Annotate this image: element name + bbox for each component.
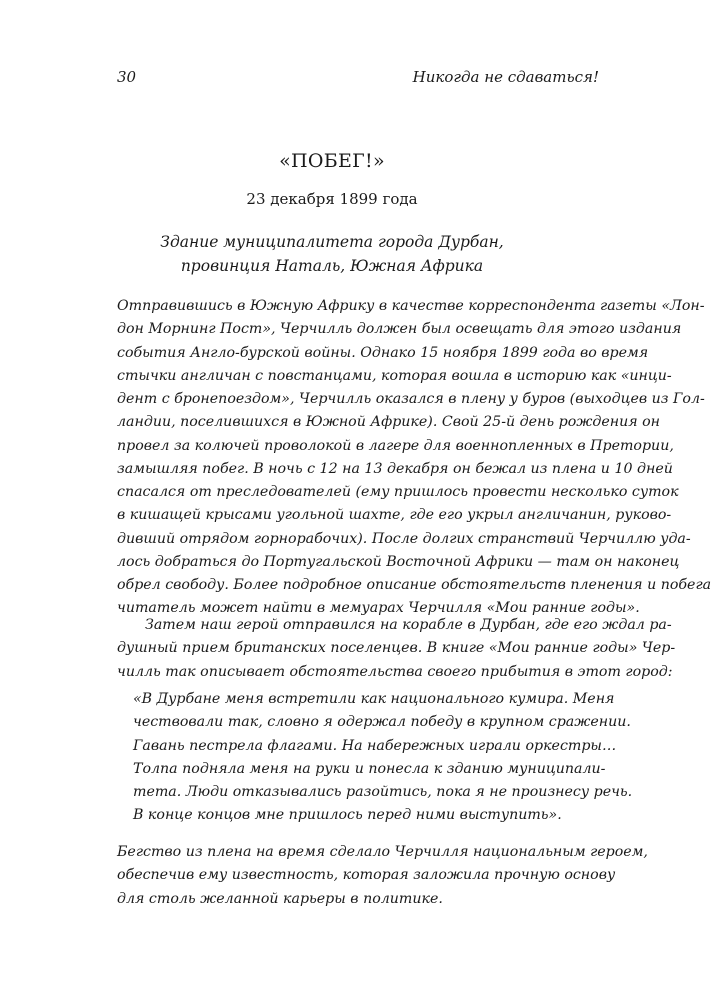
running-title: Никогда не сдаваться! <box>412 68 599 86</box>
quote-line: тета. Люди отказывались разойтись, пока я не произнесу речь. <box>133 784 633 800</box>
text-line: Бегство из плена на время сделало Черчилля национальным героем, <box>117 844 648 860</box>
text-line: лось добраться до Португальской Восточной Африки — там он наконец <box>117 553 680 570</box>
text-line: спасался от преследователей (ему пришлось провести несколько суток <box>117 484 679 500</box>
text-line: чилль так описывает обстоятельства своего прибытия в этот город: <box>117 663 673 680</box>
page-number: 30 <box>117 68 137 86</box>
text-line: Затем наш герой отправился на корабле в Дурбан, где его ждал ра- <box>145 617 672 633</box>
quote-line: Толпа подняла меня на руки и понесла к зданию муниципали- <box>133 760 606 777</box>
chapter-location <box>0 230 664 278</box>
text-line: замышляя побег. В ночь с 12 на 13 декабря он бежал из плена и 10 дней <box>117 460 673 477</box>
location-line: провинция Наталь, Южная Африка <box>180 257 484 275</box>
chapter-date: 23 декабря 1899 года <box>246 190 418 208</box>
text-line: в кишащей крысами угольной шахте, где его укрыл англичанин, руково- <box>117 507 672 524</box>
quote-line: В конце концов мне пришлось перед ними выступить». <box>133 807 562 824</box>
text-line: душный прием британских поселенцев. В книге «Мои ранние годы» Чер- <box>117 640 676 657</box>
text-line: стычки англичан с повстанцами, которая вошла в историю как «инци- <box>117 367 672 384</box>
body-paragraph <box>117 614 676 684</box>
text-line: для столь желанной карьеры в политике. <box>117 890 443 907</box>
quote-line: Гавань пестрела флагами. На набережных играли оркестры… <box>133 737 617 754</box>
text-line: Отправившись в Южную Африку в качестве корреспондента газеты «Лон- <box>117 298 705 314</box>
text-line: дент с бронепоездом», Черчилль оказался в плену у буров (выходцев из Гол- <box>117 391 705 407</box>
quote-line: чествовали так, словно я одержал победу в крупном сражении. <box>133 714 631 731</box>
text-line: обрел свободу. Более подробное описание обстоятельств пленения и побега <box>117 577 711 593</box>
location-line: Здание муниципалитета города Дурбан, <box>160 233 504 251</box>
text-line: дивший отрядом горнорабочих). После долгих странствий Черчиллю уда- <box>117 530 691 547</box>
quote-line: «В Дурбане меня встретили как национального кумира. Меня <box>133 691 615 707</box>
text-line: провел за колючей проволокой в лагере для военнопленных в Претории, <box>117 437 674 454</box>
intro-paragraph <box>117 295 711 621</box>
chapter-title: «ПОБЕГ!» <box>279 150 385 172</box>
text-line: обеспечив ему известность, которая заложила прочную основу <box>117 867 616 884</box>
text-line: события Англо-бурской войны. Однако 15 ноября 1899 года во время <box>117 344 649 361</box>
text-line: дон Морнинг Пост», Черчилль должен был освещать для этого издания <box>117 321 682 338</box>
memoir-quote <box>133 688 633 828</box>
text-line: читатель может найти в мемуарах Черчилля «Мои ранние годы». <box>117 600 640 617</box>
running-header <box>117 68 599 86</box>
outro-paragraph <box>117 841 648 911</box>
text-line: ландии, поселившихся в Южной Африке). Свой 25-й день рождения он <box>117 414 661 431</box>
